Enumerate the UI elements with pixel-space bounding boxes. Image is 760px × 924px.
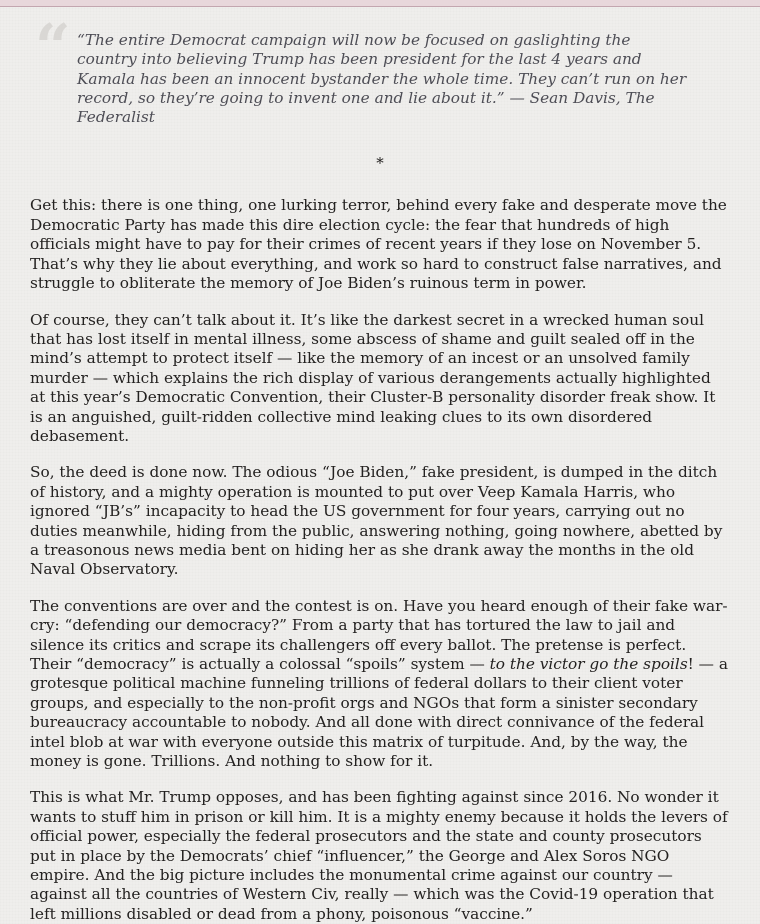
- top-border-strip: [0, 0, 760, 7]
- paragraph-segment: This is what Mr. Trump opposes, and has been fighting against since 2016. No wonder it wants to stuff him in prison or kill him. It is a mighty enemy because it holds the levers of official power, especially the federal prosecutors and the state and county prosecutors put in place by the Democrats’ chief “influencer,” the George and Alex Soros NGO empire. And the big picture includes the monumental crime against our country — against all the countries of Western Civ, really — which was the Covid-19 operation that left millions disabled or dead from a phony, poisonous “vaccine.”: [30, 788, 728, 923]
- quote-icon: “: [35, 10, 71, 83]
- quote-text: “The entire Democrat campaign will now be focused on gaslighting the country into believing Trump has been president for the last 4 years and Kamala has been an innocent bystander the whole time. They can’t run on her record, so they’re going to invent one and lie about it.” — Sean Davis, The Federalist: [77, 31, 687, 127]
- article-body: [30, 196, 730, 924]
- pull-quote: [35, 10, 730, 127]
- paragraph: [30, 463, 730, 579]
- paragraph: [30, 196, 730, 293]
- paragraph: [30, 311, 730, 447]
- section-separator: *: [376, 154, 384, 173]
- paragraph-segment: So, the deed is done now. The odious “Joe Biden,” fake president, is dumped in the ditch of history, and a mighty operation is mounted to put over Veep Kamala Harris, who ignored “JB’s” incapacity to head the US government for four years, carrying out no duties meanwhile, hiding from the public, answering nothing, going nowhere, abetted by a treasonous news media bent on hiding her as she drank away the months in the old Naval Observatory.: [30, 463, 723, 579]
- paragraph: [30, 597, 730, 772]
- paragraph: [30, 788, 730, 924]
- paragraph-segment: ! — a grotesque political machine funneling trillions of federal dollars to their client voter groups, and especially to the non-profit orgs and NGOs that form a sinister secondary bureaucracy accountable to nobody. And all done with direct connivance of the federal intel blob at war with everyone outside this matrix of turpitude. And, by the way, the money is gone. Trillions. And nothing to show for it.: [30, 655, 728, 771]
- paragraph-segment: Of course, they can’t talk about it. It’s like the darkest secret in a wrecked human soul that has lost itself in mental illness, some abscess of shame and guilt sealed off in the mind’s attempt to protect itself — like the memory of an incest or an unsolved family murder — which explains the rich display of various derangements actually highlighted at this year’s Democratic Convention, their Cluster-B personality disorder freak show. It is an anguished, guilt-ridden collective mind leaking clues to its own disordered debasement.: [30, 310, 716, 445]
- paragraph-italic-segment: to the victor go the spoils: [489, 655, 688, 674]
- paragraph-segment: Get this: there is one thing, one lurking terror, behind every fake and desperate move the Democratic Party has made this dire election cycle: the fear that hundreds of high officials might have to pay for their crimes of recent years if they lose on November 5. That’s why they lie about everything, and work so hard to construct false narratives, and struggle to obliterate the memory of Joe Biden’s ruinous term in power.: [30, 196, 727, 293]
- article-page: [0, 10, 760, 924]
- paragraph-segment: The conventions are over and the contest is on. Have you heard enough of their fake war-cry: “defending our democracy?” From a party that has tortured the law to jail and silence its critics and scrape its challengers off every ballot. The pretense is perfect. Their “democracy” is actually a colossal “spoils” system —: [30, 596, 728, 674]
